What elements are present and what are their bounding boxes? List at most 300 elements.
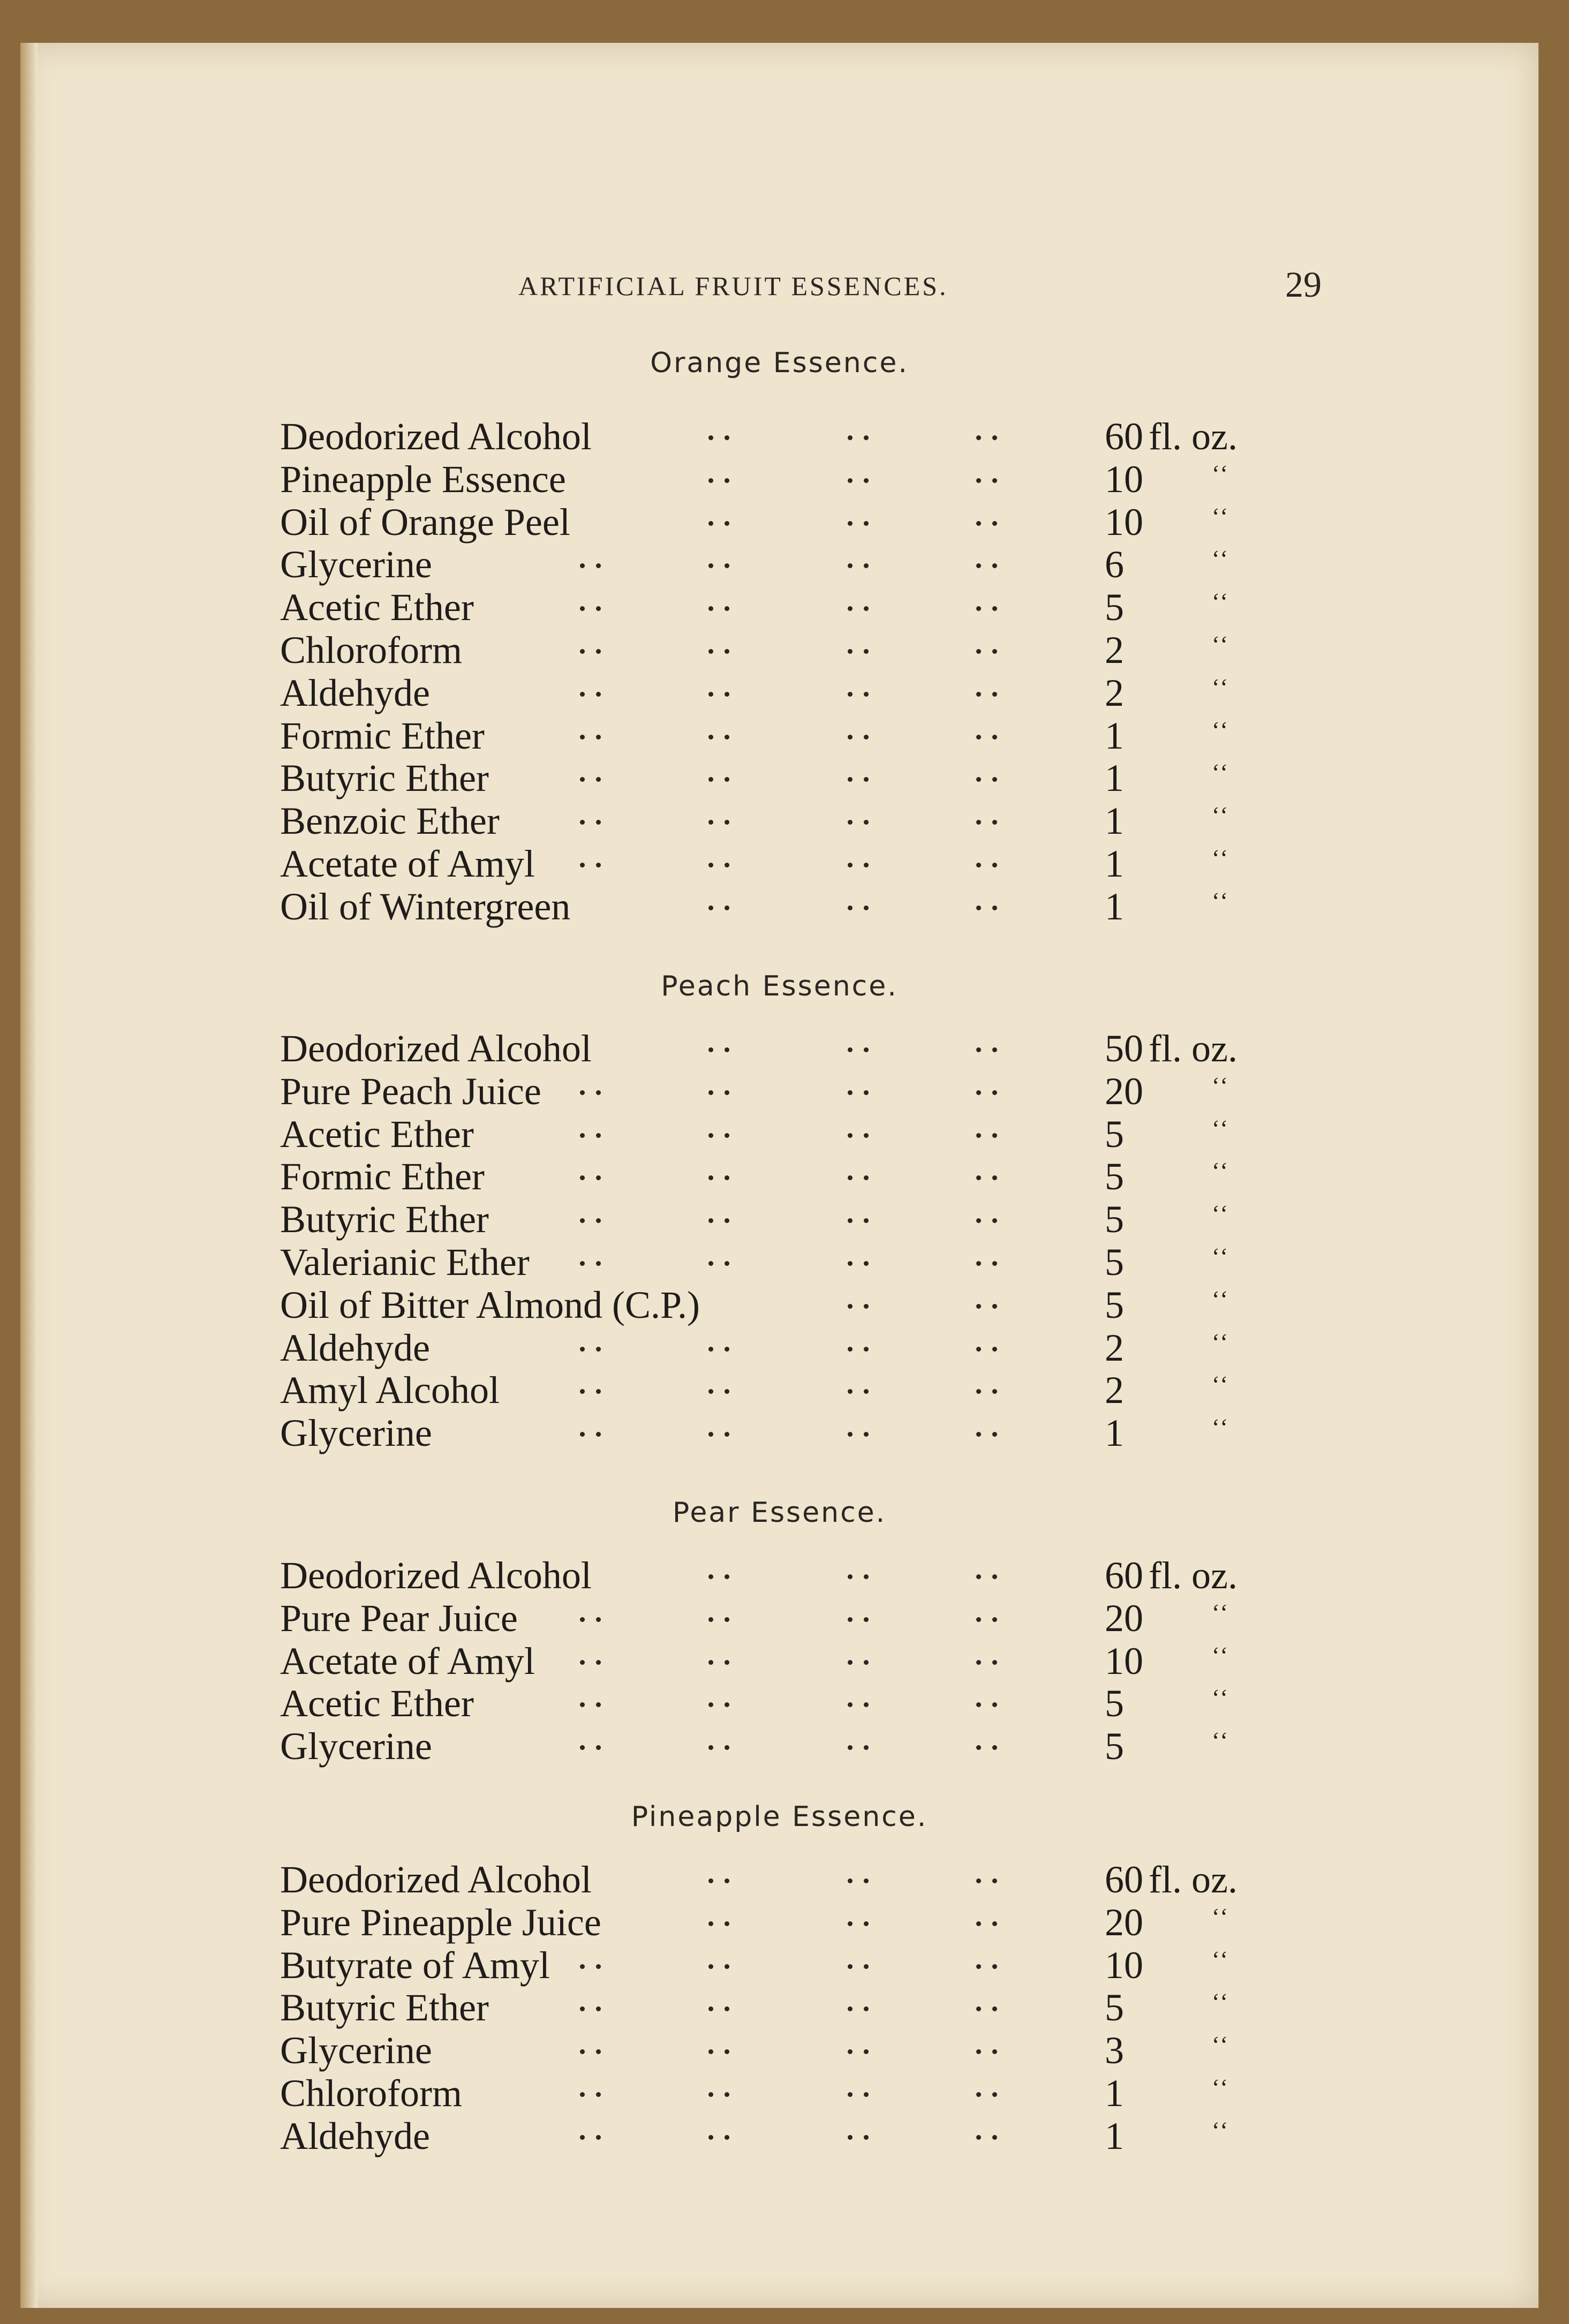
quantity: 6	[1105, 543, 1124, 586]
leader-dot	[580, 820, 585, 825]
leader-dot	[992, 521, 997, 526]
ditto-mark: ‘‘	[1212, 1115, 1231, 1142]
leader-dots	[280, 415, 1030, 458]
leader-dots	[280, 1640, 1030, 1682]
recipe-row	[280, 1284, 1298, 1326]
leader-dot	[596, 2092, 601, 2097]
leader-dot	[725, 1702, 729, 1707]
quantity: 60	[1105, 1554, 1143, 1597]
leader-dot	[976, 563, 981, 568]
leader-dot	[596, 863, 601, 867]
leader-dot	[992, 1660, 997, 1665]
leader-dot	[596, 2049, 601, 2054]
ingredient-name: Aldehyde	[280, 671, 430, 714]
quantity: 3	[1105, 2029, 1124, 2072]
leader-dot	[976, 863, 981, 867]
leader-dot	[725, 820, 729, 825]
leader-dot	[864, 1347, 869, 1352]
leader-dot	[992, 1389, 997, 1394]
ingredient-name: Acetic Ether	[280, 1112, 474, 1156]
leader-dot	[708, 777, 713, 782]
leader-dot	[725, 1347, 729, 1352]
leader-dot	[976, 906, 981, 910]
ingredient-name: Pure Peach Juice	[280, 1069, 541, 1113]
leader-dot	[708, 1878, 713, 1883]
leader-dot	[596, 1218, 601, 1223]
leader-dot	[992, 435, 997, 440]
ingredient-name: Acetate of Amyl	[280, 1639, 535, 1682]
leader-dots	[280, 2029, 1030, 2072]
ditto-mark: ‘‘	[1212, 588, 1231, 615]
leader-dot	[725, 1745, 729, 1750]
leader-dot	[580, 2006, 585, 2011]
leader-dot	[992, 863, 997, 867]
leader-dot	[976, 820, 981, 825]
leader-dot	[864, 1964, 869, 1969]
leader-dots	[280, 1725, 1030, 1768]
ingredient-name: Glycerine	[280, 2029, 432, 2072]
leader-dot	[708, 1574, 713, 1579]
leader-dot	[708, 1432, 713, 1437]
quantity: 1	[1105, 885, 1124, 928]
leader-dots	[280, 1070, 1030, 1113]
leader-dot	[848, 649, 853, 654]
leader-dot	[848, 606, 853, 611]
leader-dot	[708, 2006, 713, 2011]
ingredient-name: Acetic Ether	[280, 1682, 474, 1725]
leader-dots	[280, 1858, 1030, 1901]
leader-dot	[992, 1261, 997, 1266]
quantity: 5	[1105, 586, 1124, 629]
recipe-row	[280, 543, 1298, 586]
leader-dot	[848, 1304, 853, 1309]
ingredient-name: Pineapple Essence	[280, 457, 566, 501]
quantity: 1	[1105, 2114, 1124, 2157]
leader-dot	[725, 563, 729, 568]
leader-dots	[280, 671, 1030, 714]
quantity: 60	[1105, 1858, 1143, 1901]
quantity: 2	[1105, 1326, 1124, 1369]
ditto-mark: ‘‘	[1212, 716, 1231, 743]
ditto-mark: ‘‘	[1212, 802, 1231, 829]
leader-dot	[848, 1090, 853, 1095]
leader-dot	[848, 2135, 853, 2140]
leader-dot	[708, 563, 713, 568]
ditto-mark: ‘‘	[1212, 1329, 1231, 1355]
recipe-row	[280, 1858, 1298, 1901]
recipe-row	[280, 714, 1298, 757]
leader-dot	[725, 435, 729, 440]
leader-dot	[992, 1175, 997, 1180]
quantity: 10	[1105, 457, 1143, 501]
leader-dot	[848, 863, 853, 867]
leader-dot	[708, 1261, 713, 1266]
leader-dot	[992, 1047, 997, 1052]
recipe-row	[280, 757, 1298, 799]
ingredient-name: Butyric Ether	[280, 1198, 489, 1241]
leader-dot	[864, 563, 869, 568]
ingredient-name: Pure Pear Juice	[280, 1596, 518, 1640]
ingredient-name: Chloroform	[280, 629, 462, 671]
leader-dot	[864, 1133, 869, 1138]
leader-dot	[992, 2135, 997, 2140]
leader-dot	[864, 692, 869, 697]
leader-dot	[992, 2092, 997, 2097]
leader-dot	[596, 1175, 601, 1180]
leader-dot	[848, 1218, 853, 1223]
quantity: 5	[1105, 1725, 1124, 1768]
leader-dot	[596, 1090, 601, 1095]
leader-dot	[725, 906, 729, 910]
leader-dot	[848, 1133, 853, 1138]
leader-dot	[596, 692, 601, 697]
quantity: 1	[1105, 757, 1124, 800]
ingredient-name: Deodorized Alcohol	[280, 415, 592, 458]
leader-dots	[280, 543, 1030, 586]
recipe-row	[280, 2115, 1298, 2157]
leader-dot	[992, 1745, 997, 1750]
leader-dot	[708, 735, 713, 740]
leader-dot	[596, 820, 601, 825]
leader-dot	[725, 1432, 729, 1437]
leader-dot	[725, 692, 729, 697]
leader-dot	[708, 820, 713, 825]
ingredient-name: Formic Ether	[280, 1155, 485, 1198]
leader-dot	[708, 435, 713, 440]
recipe-row	[280, 1554, 1298, 1597]
leader-dot	[848, 1617, 853, 1622]
leader-dot	[864, 1432, 869, 1437]
running-head: ARTIFICIAL FRUIT ESSENCES.	[518, 271, 948, 301]
leader-dot	[580, 1261, 585, 1266]
leader-dot	[864, 649, 869, 654]
leader-dot	[864, 1090, 869, 1095]
leader-dot	[580, 1175, 585, 1180]
book-page	[20, 43, 1538, 2308]
leader-dot	[580, 2049, 585, 2054]
leader-dot	[596, 1261, 601, 1266]
leader-dot	[580, 692, 585, 697]
ditto-mark: ‘‘	[1212, 1642, 1231, 1669]
quantity: 10	[1105, 1943, 1143, 1987]
section-title: Peach Essence.	[661, 970, 898, 1002]
recipe-row	[280, 885, 1298, 928]
ditto-mark: ‘‘	[1212, 2117, 1231, 2144]
leader-dot	[864, 2092, 869, 2097]
leader-dot	[848, 1574, 853, 1579]
quantity: 5	[1105, 1283, 1124, 1326]
page-number: 29	[1285, 264, 1322, 305]
leader-dot	[725, 1660, 729, 1665]
quantity: 1	[1105, 799, 1124, 843]
recipe-row	[280, 415, 1298, 458]
leader-dot	[708, 1175, 713, 1180]
leader-dot	[580, 777, 585, 782]
leader-dots	[280, 501, 1030, 544]
leader-dot	[708, 1745, 713, 1750]
recipe-row	[280, 1326, 1298, 1369]
leader-dot	[725, 1175, 729, 1180]
ingredient-name: Oil of Bitter Almond (C.P.)	[280, 1283, 700, 1326]
leader-dot	[725, 1261, 729, 1266]
leader-dots	[280, 1412, 1030, 1454]
leader-dot	[976, 1660, 981, 1665]
leader-dot	[864, 1261, 869, 1266]
ditto-mark: ‘‘	[1212, 1286, 1231, 1312]
quantity: 5	[1105, 1682, 1124, 1725]
leader-dot	[864, 1660, 869, 1665]
leader-dot	[848, 1047, 853, 1052]
leader-dot	[708, 1218, 713, 1223]
leader-dot	[596, 606, 601, 611]
leader-dot	[725, 2092, 729, 2097]
ingredient-name: Pure Pineapple Juice	[280, 1900, 601, 1944]
leader-dot	[976, 1432, 981, 1437]
ditto-mark: ‘‘	[1212, 1903, 1231, 1930]
leader-dot	[864, 863, 869, 867]
section-title: Orange Essence.	[650, 347, 909, 379]
ditto-mark: ‘‘	[1212, 1158, 1231, 1184]
leader-dot	[864, 606, 869, 611]
ditto-mark: ‘‘	[1212, 631, 1231, 658]
leader-dot	[580, 649, 585, 654]
leader-dot	[992, 735, 997, 740]
ditto-mark: ‘‘	[1212, 1414, 1231, 1441]
quantity: 2	[1105, 671, 1124, 714]
leader-dot	[976, 1389, 981, 1394]
quantity: 5	[1105, 1986, 1124, 2029]
leader-dot	[864, 1878, 869, 1883]
ingredient-name: Valerianic Ether	[280, 1241, 530, 1284]
leader-dot	[976, 692, 981, 697]
leader-dots	[280, 1198, 1030, 1241]
recipe-row	[280, 1682, 1298, 1725]
leader-dot	[976, 606, 981, 611]
leader-dot	[725, 606, 729, 611]
leader-dot	[848, 2092, 853, 2097]
leader-dot	[864, 2006, 869, 2011]
quantity: 10	[1105, 1639, 1143, 1682]
leader-dot	[596, 563, 601, 568]
leader-dot	[725, 1921, 729, 1926]
leader-dot	[976, 435, 981, 440]
leader-dot	[992, 906, 997, 910]
ditto-mark: ‘‘	[1212, 674, 1231, 700]
ingredient-name: Deodorized Alcohol	[280, 1554, 592, 1597]
leader-dot	[596, 1702, 601, 1707]
leader-dot	[992, 1090, 997, 1095]
recipe-row	[280, 1241, 1298, 1284]
ingredient-name: Chloroform	[280, 2072, 462, 2115]
leader-dot	[976, 1921, 981, 1926]
leader-dot	[725, 1218, 729, 1223]
ingredient-name: Aldehyde	[280, 1326, 430, 1369]
quantity: 60	[1105, 415, 1143, 458]
leader-dots	[280, 1113, 1030, 1156]
leader-dot	[725, 1878, 729, 1883]
leader-dot	[580, 606, 585, 611]
leader-dot	[848, 1745, 853, 1750]
leader-dots	[280, 799, 1030, 842]
leader-dot	[708, 1047, 713, 1052]
quantity: 5	[1105, 1198, 1124, 1241]
leader-dots	[280, 2115, 1030, 2157]
recipe-row	[280, 1944, 1298, 1987]
leader-dot	[992, 478, 997, 483]
leader-dot	[864, 820, 869, 825]
leader-dot	[848, 820, 853, 825]
leader-dot	[992, 649, 997, 654]
leader-dot	[580, 1133, 585, 1138]
quantity: 2	[1105, 629, 1124, 671]
leader-dots	[280, 1682, 1030, 1725]
leader-dots	[280, 714, 1030, 757]
unit-label: fl. oz.	[1149, 415, 1238, 458]
leader-dot	[580, 1090, 585, 1095]
leader-dot	[864, 1304, 869, 1309]
leader-dot	[992, 692, 997, 697]
leader-dot	[976, 1574, 981, 1579]
leader-dot	[848, 2006, 853, 2011]
leader-dot	[725, 1964, 729, 1969]
leader-dot	[992, 1574, 997, 1579]
quantity: 5	[1105, 1112, 1124, 1156]
leader-dots	[280, 842, 1030, 885]
leader-dot	[848, 435, 853, 440]
leader-dot	[580, 2092, 585, 2097]
leader-dot	[596, 1432, 601, 1437]
leader-dot	[580, 1218, 585, 1223]
leader-dot	[708, 1389, 713, 1394]
leader-dot	[580, 563, 585, 568]
leader-dot	[976, 1702, 981, 1707]
leader-dot	[580, 1617, 585, 1622]
leader-dot	[580, 1660, 585, 1665]
leader-dot	[976, 1047, 981, 1052]
leader-dot	[596, 649, 601, 654]
ditto-mark: ‘‘	[1212, 887, 1231, 914]
recipe-row	[280, 1640, 1298, 1682]
ingredient-name: Glycerine	[280, 1725, 432, 1768]
leader-dots	[280, 1597, 1030, 1640]
leader-dot	[596, 2135, 601, 2140]
leader-dots	[280, 2072, 1030, 2115]
leader-dot	[848, 563, 853, 568]
leader-dot	[580, 1432, 585, 1437]
leader-dots	[280, 458, 1030, 501]
leader-dot	[976, 478, 981, 483]
section-title: Pineapple Essence.	[631, 1801, 928, 1833]
leader-dot	[976, 1964, 981, 1969]
leader-dot	[976, 2135, 981, 2140]
leader-dot	[848, 777, 853, 782]
leader-dot	[848, 1261, 853, 1266]
leader-dot	[708, 606, 713, 611]
recipe-row	[280, 501, 1298, 544]
leader-dot	[976, 1745, 981, 1750]
leader-dot	[848, 1702, 853, 1707]
leader-dot	[992, 1304, 997, 1309]
leader-dot	[725, 1617, 729, 1622]
leader-dot	[976, 1218, 981, 1223]
leader-dot	[976, 1090, 981, 1095]
unit-label: fl. oz.	[1149, 1858, 1238, 1901]
leader-dots	[280, 1986, 1030, 2029]
recipe-row	[280, 1369, 1298, 1412]
ditto-mark: ‘‘	[1212, 1989, 1231, 2016]
recipe-row	[280, 1986, 1298, 2029]
recipe-row	[280, 1725, 1298, 1768]
leader-dot	[708, 692, 713, 697]
ingredient-name: Acetate of Amyl	[280, 842, 535, 885]
leader-dots	[280, 1155, 1030, 1198]
leader-dot	[976, 2006, 981, 2011]
ditto-mark: ‘‘	[1212, 2032, 1231, 2058]
leader-dot	[976, 735, 981, 740]
quantity: 5	[1105, 1155, 1124, 1198]
unit-label: fl. oz.	[1149, 1554, 1238, 1597]
ditto-mark: ‘‘	[1212, 1243, 1231, 1270]
leader-dot	[596, 1389, 601, 1394]
leader-dot	[976, 649, 981, 654]
leader-dot	[725, 777, 729, 782]
leader-dot	[596, 2006, 601, 2011]
leader-dot	[580, 1347, 585, 1352]
leader-dot	[992, 2006, 997, 2011]
leader-dot	[848, 2049, 853, 2054]
leader-dot	[596, 1347, 601, 1352]
ingredient-name: Oil of Wintergreen	[280, 885, 571, 928]
leader-dot	[725, 478, 729, 483]
leader-dots	[280, 1554, 1030, 1597]
recipe-row	[280, 1901, 1298, 1944]
recipe-row	[280, 1027, 1298, 1070]
ditto-mark: ‘‘	[1212, 845, 1231, 871]
leader-dot	[992, 1432, 997, 1437]
leader-dot	[992, 1218, 997, 1223]
leader-dot	[725, 2135, 729, 2140]
leader-dot	[864, 1175, 869, 1180]
recipe-row	[280, 629, 1298, 671]
leader-dot	[864, 777, 869, 782]
leader-dot	[848, 1432, 853, 1437]
leader-dot	[976, 2049, 981, 2054]
ingredient-name: Formic Ether	[280, 714, 485, 757]
recipe-row	[280, 1155, 1298, 1198]
leader-dot	[580, 1389, 585, 1394]
leader-dot	[976, 1878, 981, 1883]
quantity: 10	[1105, 500, 1143, 544]
ingredient-name: Oil of Orange Peel	[280, 500, 570, 544]
leader-dot	[708, 1921, 713, 1926]
leader-dot	[725, 1574, 729, 1579]
quantity: 20	[1105, 1069, 1143, 1113]
leader-dot	[725, 735, 729, 740]
recipe-row	[280, 671, 1298, 714]
leader-dot	[725, 2049, 729, 2054]
ingredient-name: Butyric Ether	[280, 757, 489, 800]
ditto-mark: ‘‘	[1212, 2074, 1231, 2101]
leader-dot	[992, 1617, 997, 1622]
leader-dot	[992, 820, 997, 825]
ditto-mark: ‘‘	[1212, 1599, 1231, 1626]
leader-dot	[725, 1047, 729, 1052]
quantity: 2	[1105, 1369, 1124, 1412]
ingredient-name: Amyl Alcohol	[280, 1369, 500, 1412]
leader-dot	[580, 735, 585, 740]
leader-dot	[580, 2135, 585, 2140]
leader-dot	[992, 2049, 997, 2054]
